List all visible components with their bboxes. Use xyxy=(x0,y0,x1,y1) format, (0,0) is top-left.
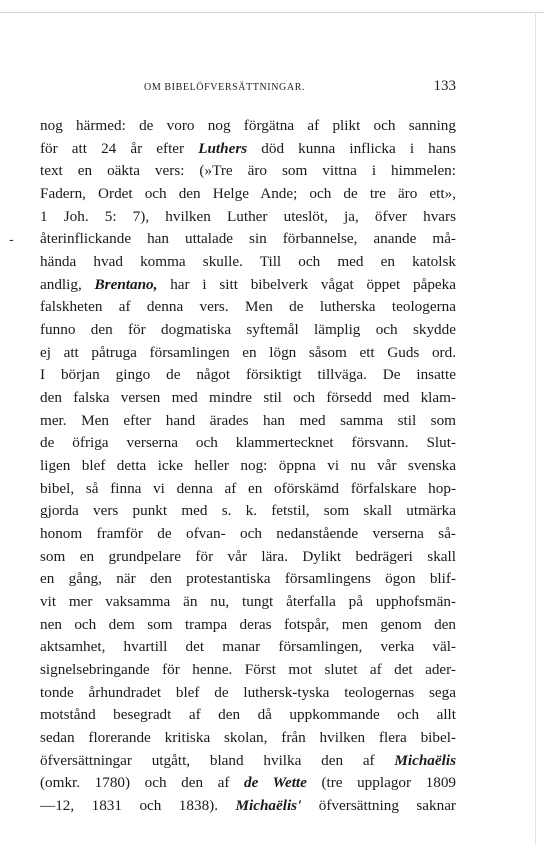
text-line xyxy=(40,138,456,161)
text-line xyxy=(40,387,456,410)
text-run: bibel, så finna vi denna af en oförskämd förfalskare hop- xyxy=(40,479,456,497)
page-right-edge xyxy=(535,12,536,844)
text-run: (tre upplagor 1809 xyxy=(306,774,456,792)
italic-name: Brentano, xyxy=(94,275,158,293)
text-line xyxy=(40,727,456,750)
text-run: som en grundpelare för vår lära. Dylikt bedrägeri skall xyxy=(40,547,456,565)
text-run: hända hvad komma skulle. Till och med en katolsk xyxy=(40,253,456,271)
text-run: nen och dem som trampa deras fotspår, men genom den xyxy=(40,615,456,633)
text-run: I början gingo de något försiktigt tillväga. De insatte xyxy=(40,366,456,384)
text-line xyxy=(40,251,456,274)
text-line xyxy=(40,410,456,433)
italic-name: Luthers xyxy=(198,139,248,157)
text-line xyxy=(40,342,456,365)
text-run: 1 Joh. 5: 7), hvilken Luther uteslöt, ja, öfver hvars xyxy=(40,207,456,225)
text-run: för att 24 år efter xyxy=(40,139,199,157)
text-line xyxy=(40,682,456,705)
text-run: nog härmed: de voro nog förgätna af plikt och sanning xyxy=(40,117,456,134)
text-run: öfversättning saknar xyxy=(301,797,456,815)
text-run: återinflickande han uttalade sin förbannelse, anande må- xyxy=(40,230,456,248)
text-line xyxy=(40,319,456,342)
text-line xyxy=(40,636,456,659)
text-run: vit mer vaksamma än nu, tungt återfalla på upphofsmän- xyxy=(40,593,456,611)
text-line xyxy=(40,296,456,319)
text-line xyxy=(40,704,456,727)
italic-name: Michaëlis' xyxy=(235,797,302,815)
text-line xyxy=(40,432,456,455)
text-line xyxy=(40,206,456,229)
text-run: honom framför de ofvan- och nedanstående verserna så- xyxy=(40,525,456,543)
text-run: —12, 1831 och 1838). xyxy=(40,797,236,815)
text-line xyxy=(40,500,456,523)
body-text xyxy=(40,115,456,818)
text-line xyxy=(40,750,456,773)
text-run: öfversättningar utgått, bland hvilka den af xyxy=(40,751,395,769)
text-run: falskheten af denna vers. Men de lutherska teologerna xyxy=(40,298,456,316)
text-run: (omkr. 1780) och den af xyxy=(40,774,244,792)
running-title: OM BIBELÖFVERSÄTTNINGAR. xyxy=(144,82,306,93)
text-line xyxy=(40,546,456,569)
text-run: signelsebringande för henne. Först mot slutet af det ader- xyxy=(40,661,456,679)
text-line xyxy=(40,478,456,501)
text-line xyxy=(40,274,456,297)
text-run: aktsamhet, hvartill det manar församlingen, verka väl- xyxy=(40,638,456,656)
text-line xyxy=(40,523,456,546)
italic-name: de Wette xyxy=(243,774,307,792)
text-run: tonde århundradet blef de luthersk-tyska teologernas sega xyxy=(40,683,456,701)
text-line xyxy=(40,364,456,387)
text-line xyxy=(40,568,456,591)
page-top-edge xyxy=(0,12,544,13)
text-run: en gång, när den protestantiska församlingens ögon blif- xyxy=(40,570,456,588)
text-run: text en oäkta vers: (»Tre äro som vittna i himmelen: xyxy=(40,162,456,180)
page-header xyxy=(40,78,456,98)
text-line xyxy=(40,455,456,478)
text-run: de öfriga verserna och klammertecknet försvann. Slut- xyxy=(40,434,456,452)
page-number: 133 xyxy=(433,78,456,94)
italic-name: Michaëlis xyxy=(394,751,456,769)
text-line xyxy=(40,659,456,682)
text-line xyxy=(40,795,456,818)
text-run: motstånd besegradt af den då uppkommande och allt xyxy=(40,706,456,724)
text-line xyxy=(40,591,456,614)
margin-mark: - xyxy=(9,232,14,248)
text-run: andlig, xyxy=(40,275,95,293)
text-line xyxy=(40,115,456,138)
text-line xyxy=(40,614,456,637)
text-line xyxy=(40,183,456,206)
text-run: mer. Men efter hand ärades han med samma stil som xyxy=(40,411,456,429)
text-run: har i sitt bibelverk vågat öppet påpeka xyxy=(157,275,456,293)
text-line xyxy=(40,228,456,251)
text-run: sedan florerande kritiska skolan, från hvilken flera bibel- xyxy=(40,729,456,747)
text-line xyxy=(40,160,456,183)
text-run: Fadern, Ordet och den Helge Ande; och de tre äro ett», xyxy=(40,185,456,203)
text-run: funno den för dogmatiska syftemål lämplig och skydde xyxy=(40,321,456,339)
text-run: ligen blef detta icke heller nog: öppna vi nu vår svenska xyxy=(40,457,456,475)
text-run: död kunna inflicka i hans xyxy=(247,139,456,157)
text-line xyxy=(40,772,456,795)
text-run: gjorda vers punkt med s. k. fetstil, som skall utmärka xyxy=(40,502,456,520)
text-run: ej att påtruga församlingen en lögn såsom ett Guds ord. xyxy=(40,343,456,361)
text-run: den falska versen med mindre stil och försedd med klam- xyxy=(40,389,456,407)
